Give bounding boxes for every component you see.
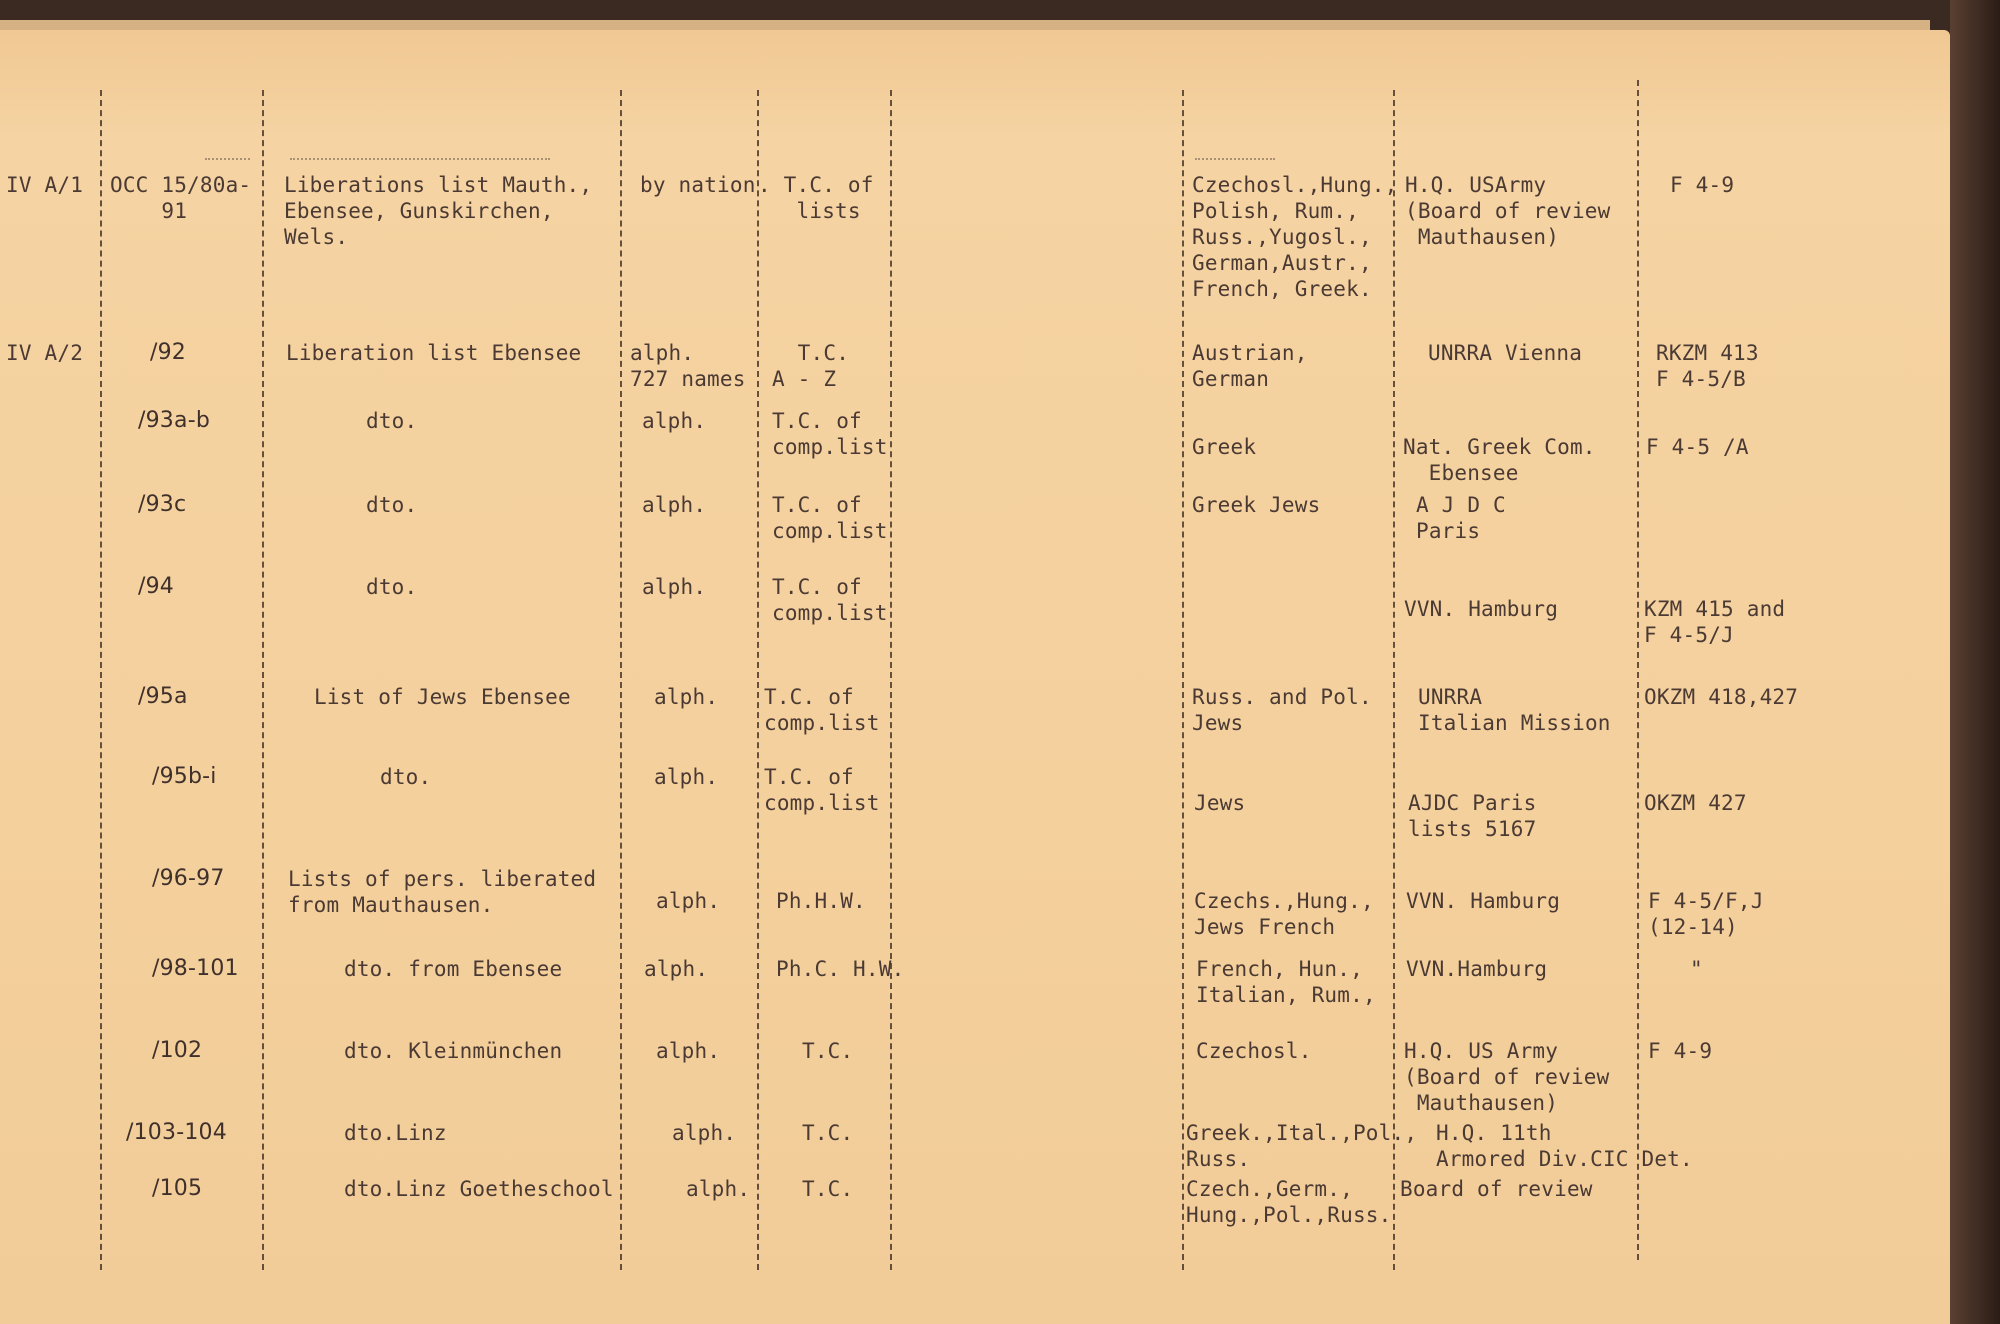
file-cell: F 4-5 /A [1646, 435, 1749, 459]
description-cell: dto. [366, 409, 418, 433]
nationality-cell: Greek [1192, 435, 1257, 459]
order-cell: alph. [642, 409, 707, 433]
nationality-cell: Czechosl.,Hung., Polish, Rum., Russ.,Yugosl., German,Austr., French, Greek. [1192, 173, 1398, 301]
description-cell: dto. Kleinmünchen [344, 1039, 563, 1063]
nationality-cell: Greek.,Ital.,Pol., Russ. [1186, 1121, 1418, 1171]
type-cell: Ph.H.W. [776, 889, 866, 913]
nationality-cell: Greek Jews [1192, 493, 1321, 517]
source-cell: UNRRA Vienna [1428, 341, 1583, 365]
description-cell: Liberations list Mauth., Ebensee, Gunskirchen, Wels. [284, 173, 593, 249]
file-cell: F 4-9 [1670, 173, 1735, 197]
column-divider [1182, 90, 1184, 1270]
order-cell: alph. 727 names [630, 341, 746, 391]
file-cell: OKZM 427 [1644, 791, 1747, 815]
source-cell: H.Q. US Army (Board of review Mauthausen) [1404, 1039, 1610, 1115]
description-cell: dto. [366, 493, 418, 517]
type-cell: T.C. A - Z [772, 341, 850, 391]
nationality-cell: Czech.,Germ., Hung.,Pol.,Russ. [1186, 1177, 1392, 1227]
order-cell: alph. [644, 957, 709, 981]
nationality-cell: Czechs.,Hung., Jews French [1194, 889, 1374, 939]
page-shadow [1950, 0, 2000, 1324]
type-cell: . T.C. of lists [758, 173, 874, 223]
index-card-page [0, 30, 1950, 1324]
nationality-cell: Russ. and Pol. Jews [1192, 685, 1372, 735]
source-cell: Nat. Greek Com. Ebensee [1403, 435, 1596, 485]
order-cell: alph. [642, 493, 707, 517]
source-cell: A J D C Paris [1416, 493, 1506, 543]
description-cell: dto. [366, 575, 418, 599]
column-divider [1637, 80, 1639, 1260]
file-cell: " [1690, 957, 1703, 981]
description-cell: Lists of pers. liberated from Mauthausen. [288, 867, 597, 917]
source-cell: VVN. Hamburg [1406, 889, 1561, 913]
number-cell: /105 [152, 1176, 203, 1201]
number-cell: /98-101 [152, 956, 239, 981]
number-cell: OCC 15/80a- 91 [110, 173, 252, 223]
column-divider [620, 90, 622, 1270]
ref-cell: IV A/2 [6, 341, 84, 365]
number-cell: /95b-i [152, 764, 217, 789]
column-divider [757, 90, 759, 1270]
ref-cell: IV A/1 [6, 173, 84, 197]
number-cell: /93c [138, 492, 187, 517]
description-cell: Liberation list Ebensee [286, 341, 582, 365]
file-cell: KZM 415 and F 4-5/J [1644, 597, 1786, 647]
description-cell: dto.Linz [344, 1121, 447, 1145]
order-cell: by nation [640, 173, 756, 197]
number-cell: /94 [138, 574, 175, 599]
source-cell: VVN.Hamburg [1406, 957, 1548, 981]
order-cell: alph. [656, 1039, 721, 1063]
source-cell: Board of review [1400, 1177, 1593, 1201]
description-cell: dto. from Ebensee [344, 957, 563, 981]
type-cell: T.C. of comp.list [772, 409, 888, 459]
order-cell: alph. [672, 1121, 737, 1145]
file-cell: OKZM 418,427 [1644, 685, 1799, 709]
type-cell: T.C. of comp.list [764, 685, 880, 735]
nationality-cell: Jews [1194, 791, 1246, 815]
type-cell: T.C. [802, 1121, 854, 1145]
column-divider [100, 90, 102, 1270]
source-cell: VVN. Hamburg [1404, 597, 1559, 621]
type-cell: T.C. [802, 1039, 854, 1063]
type-cell: T.C. [802, 1177, 854, 1201]
source-cell: AJDC Paris lists 5167 [1408, 791, 1537, 841]
description-cell: dto. [380, 765, 432, 789]
source-cell: UNRRA Italian Mission [1418, 685, 1611, 735]
nationality-cell: Austrian, German [1192, 341, 1308, 391]
source-cell: H.Q. USArmy (Board of review Mauthausen) [1405, 173, 1611, 249]
nationality-cell: Czechosl. [1196, 1039, 1312, 1063]
file-cell: F 4-9 [1648, 1039, 1713, 1063]
number-cell: /96-97 [152, 866, 225, 891]
number-cell: /103-104 [126, 1120, 227, 1145]
type-cell: T.C. of comp.list [764, 765, 880, 815]
nationality-cell: French, Hun., Italian, Rum., [1196, 957, 1376, 1007]
header-dash [205, 158, 250, 160]
type-cell: T.C. of comp.list [772, 493, 888, 543]
file-cell: F 4-5/F,J (12-14) [1648, 889, 1764, 939]
number-cell: /92 [150, 340, 187, 365]
type-cell: Ph.C. H.W. [776, 957, 905, 981]
column-divider [262, 90, 264, 1270]
file-cell: RKZM 413 F 4-5/B [1656, 341, 1759, 391]
order-cell: alph. [654, 765, 719, 789]
number-cell: /95a [138, 684, 188, 709]
description-cell: dto.Linz Goetheschool [344, 1177, 614, 1201]
header-dash [290, 158, 550, 160]
column-divider [890, 90, 892, 1270]
header-dash [1195, 158, 1275, 160]
source-cell: H.Q. 11th Armored Div.CIC Det. [1436, 1121, 1693, 1171]
order-cell: alph. [686, 1177, 751, 1201]
order-cell: alph. [642, 575, 707, 599]
description-cell: List of Jews Ebensee [314, 685, 571, 709]
number-cell: /93a-b [138, 408, 210, 433]
number-cell: /102 [152, 1038, 203, 1063]
order-cell: alph. [654, 685, 719, 709]
type-cell: T.C. of comp.list [772, 575, 888, 625]
order-cell: alph. [656, 889, 721, 913]
